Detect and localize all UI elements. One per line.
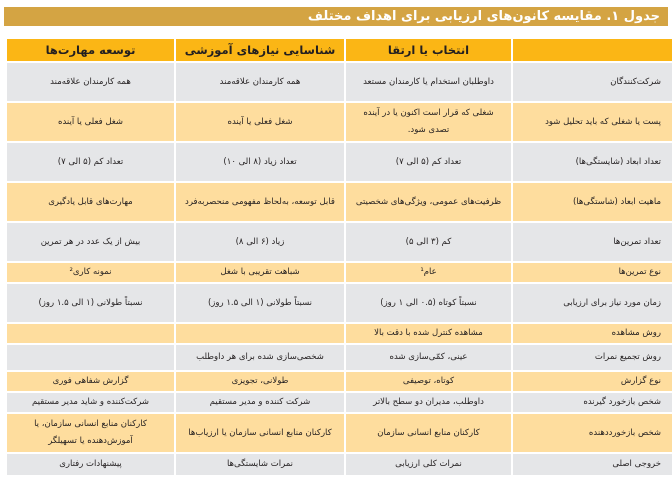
table-cell [7,324,174,343]
table-cell: همه کارمندان علاقه‌مند [176,63,344,101]
table-cell: شغل فعلی یا آینده [176,103,344,141]
table-cell: شرکت‌کننده و شاید مدیر مستقیم [7,393,174,412]
row-label: شخص بازخورددهنده [513,414,672,452]
table-row [7,393,672,412]
comparison-table [5,37,672,477]
table-cell: زیاد (۶ الی ۸) [176,223,344,261]
table-cell: کارکنان منابع انسانی سازمان یا ارزیاب‌ها [176,414,344,452]
table-cell: شرکت کننده و مدیر مستقیم [176,393,344,412]
header-training-needs: شناسایی نیازهای آموزشی [176,39,344,61]
header-selection: انتخاب یا ارتقا [346,39,511,61]
table-cell: گزارش شفاهی فوری [7,372,174,391]
row-label: تعداد تمرین‌ها [513,223,672,261]
table-row [7,263,672,282]
table-cell: داوطلب، مدیران دو سطح بالاتر [346,393,511,412]
table-row [7,183,672,221]
table-title: جدول ۱. مقایسه کانون‌های ارزیابی برای اهداف مختلف [307,9,660,24]
table-cell: همه کارمندان علاقه‌مند [7,63,174,101]
table-cell: شغل فعلی یا آینده [7,103,174,141]
header-criteria [513,39,672,61]
table-cell: پیشنهادات رفتاری [7,454,174,475]
table-cell: ظرفیت‌های عمومی، ویژگی‌های شخصیتی [346,183,511,221]
table-row [7,345,672,370]
table-cell: تعداد کم (۵ الی ۷) [346,143,511,181]
table-cell: شغلی که قرار است اکنون یا در آینده تصدی شود. [346,103,511,141]
table-row [7,414,672,452]
row-label: نوع تمرین‌ها [513,263,672,282]
table-row [7,223,672,261]
table-cell: بیش از یک عدد در هر تمرین [7,223,174,261]
row-label: ماهیت ابعاد (شاستگی‌ها) [513,183,672,221]
table-row [7,372,672,391]
row-label: روش مشاهده [513,324,672,343]
table-cell [176,324,344,343]
table-cell: نسبتاً کوتاه (۰.۵ الی ۱ روز) [346,284,511,322]
row-label: شرکت‌کنندگان [513,63,672,101]
table-row [7,63,672,101]
table-cell: کارکنان منابع انسانی سازمان، یا آموزش‌دهنده یا تسهیلگر [7,414,174,452]
row-label: خروجی اصلی [513,454,672,475]
header-skill-development: توسعه مهارت‌ها [7,39,174,61]
table-row [7,324,672,343]
row-label: نوع گزارش [513,372,672,391]
table-cell: کارکنان منابع انسانی سازمان [346,414,511,452]
row-label: تعداد ابعاد (شایستگی‌ها) [513,143,672,181]
table-cell: کم (۳ الی ۵) [346,223,511,261]
table-cell: تعداد زیاد (۸ الی ۱۰) [176,143,344,181]
table-cell: نسبتاً طولانی (۱ الی ۱.۵ روز) [7,284,174,322]
table-row [7,103,672,141]
table-cell: مشاهده کنترل شده با دقت بالا [346,324,511,343]
table-cell: شخصی‌سازی شده برای هر داوطلب [176,345,344,370]
table-cell: تعداد کم (۵ الی ۷) [7,143,174,181]
table-row [7,284,672,322]
table-cell: نسبتاً طولانی (۱ الی ۱.۵ روز) [176,284,344,322]
table-cell: نمونه کاری² [7,263,174,282]
table-cell: داوطلبان استخدام یا کارمندان مستعد [346,63,511,101]
table-cell [7,345,174,370]
table-cell: عینی، کمّی‌سازی شده [346,345,511,370]
row-label: زمان مورد نیاز برای ارزیابی [513,284,672,322]
table-cell: عام¹ [346,263,511,282]
table-cell: طولانی، تجویزی [176,372,344,391]
row-label: پست یا شغلی که باید تحلیل شود [513,103,672,141]
row-label: شخص بازخورد گیرنده [513,393,672,412]
table-cell: نمرات شایستگی‌ها [176,454,344,475]
header-row [7,39,672,61]
table-row [7,143,672,181]
table-caption [4,7,668,26]
table-cell: کوتاه، توصیفی [346,372,511,391]
table-cell: مهارت‌های قابل یادگیری [7,183,174,221]
row-label: روش تجمیع نمرات [513,345,672,370]
table-cell: شباهت تقریبی با شغل [176,263,344,282]
table-cell: قابل توسعه، به‌لحاظ مفهومی منحصربه‌فرد [176,183,344,221]
table-cell: نمرات کلی ارزیابی [346,454,511,475]
table-row [7,454,672,475]
